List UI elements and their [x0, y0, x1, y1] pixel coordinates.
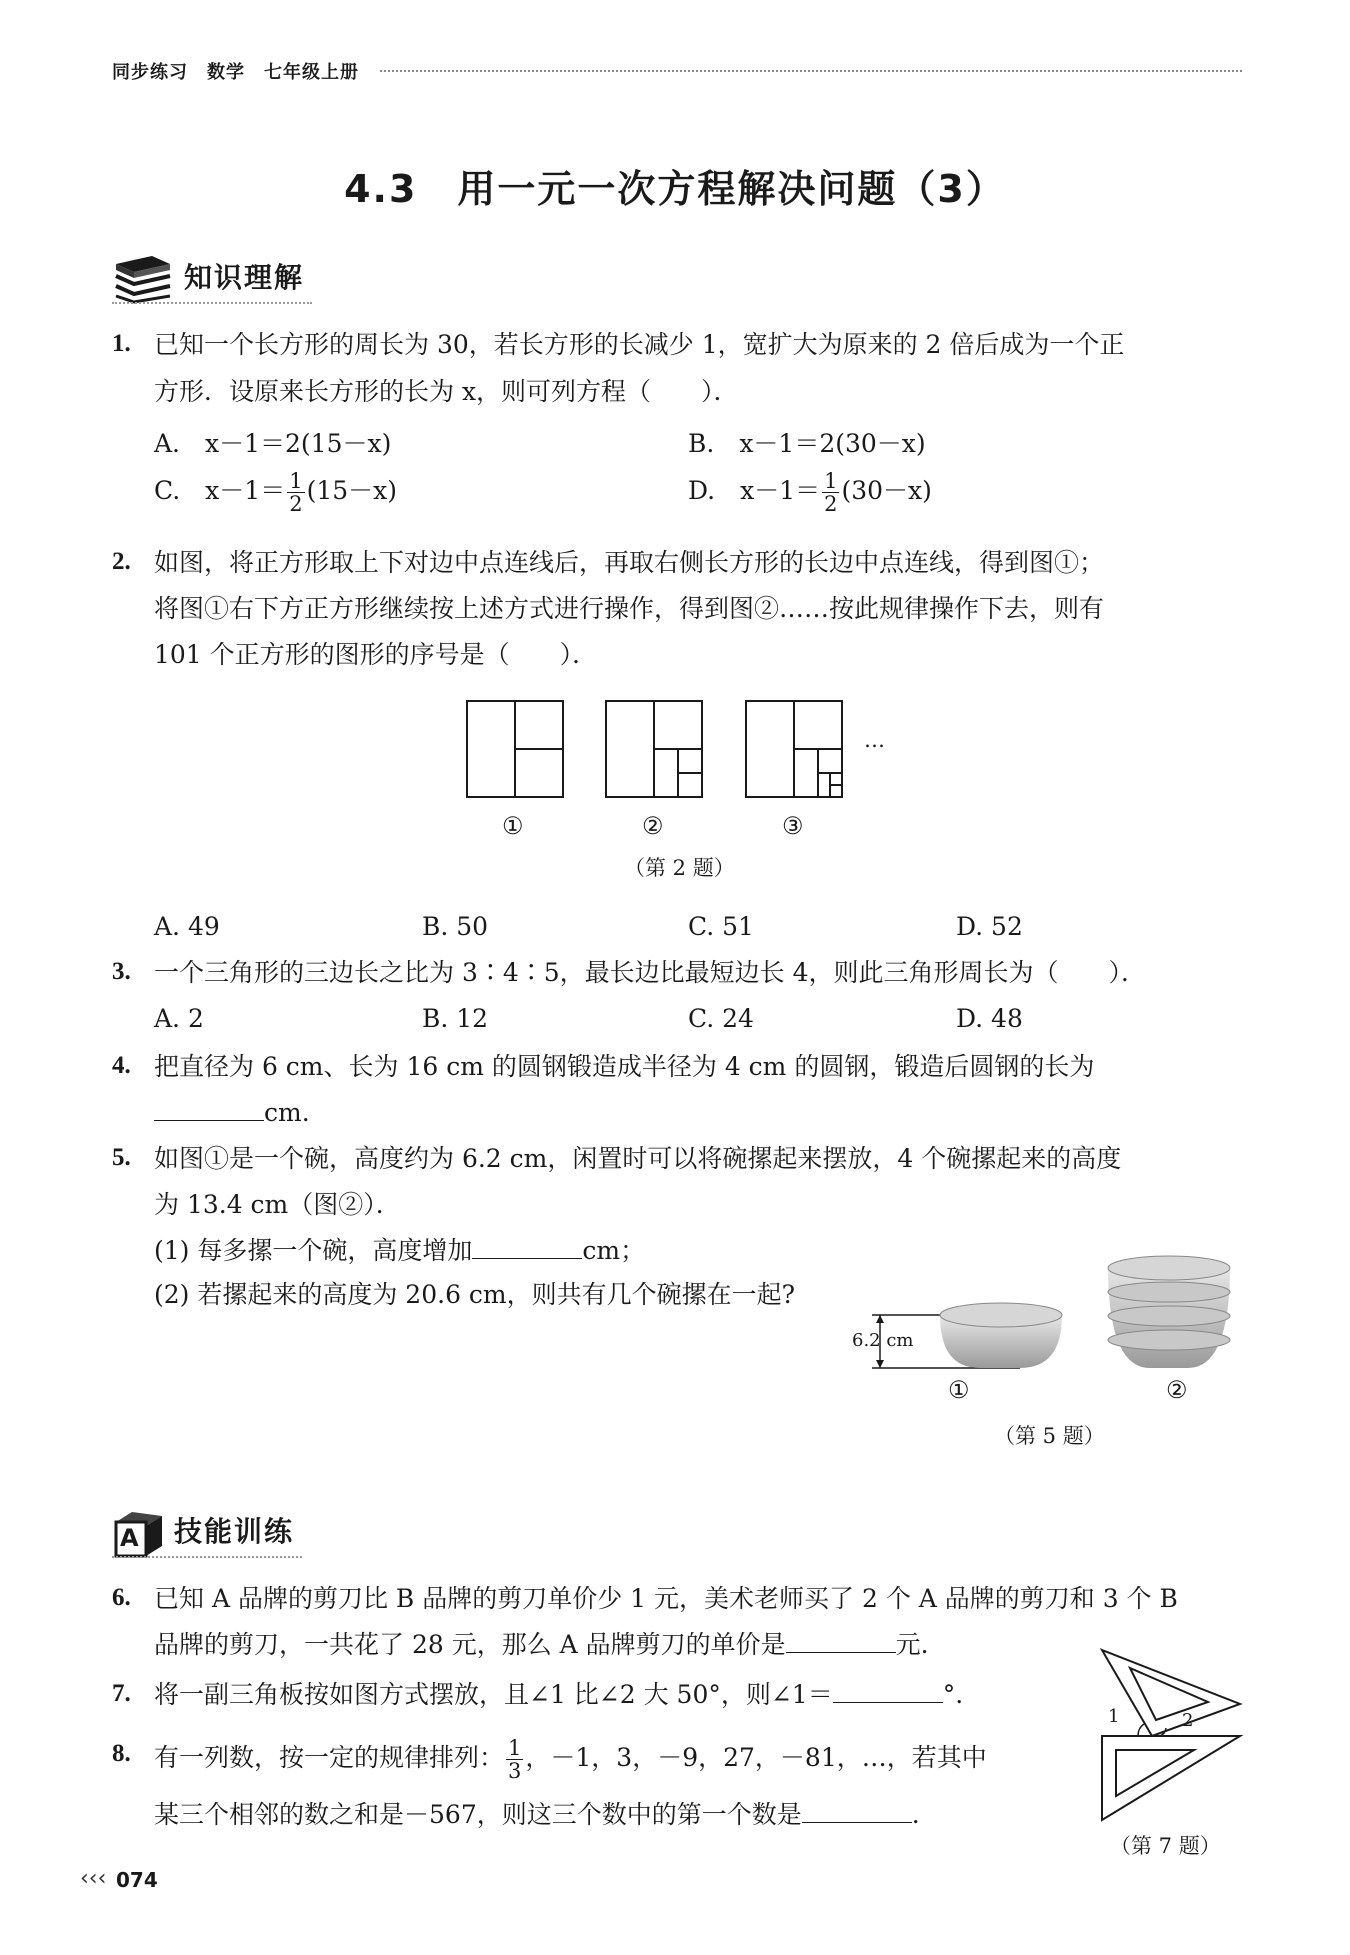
lower-set-square: [1102, 1736, 1240, 1820]
figure-caption: （第 7 题）: [1110, 1834, 1221, 1858]
question-text: 已知 A 品牌的剪刀比 B 品牌的剪刀单价少 1 元，美术老师买了 2 个 A 品牌的剪刀和 3 个 B: [154, 1584, 1178, 1613]
figure-caption: （第 2 题）: [624, 856, 735, 880]
page-number: 074: [116, 1868, 158, 1892]
question-number: 8.: [112, 1740, 131, 1767]
option-d: D. 52: [956, 912, 1023, 941]
sub-question-text: (1) 每多摞一个碗，高度增加: [154, 1236, 473, 1265]
answer-blank[interactable]: [833, 1678, 943, 1703]
set-square-figure: [1090, 1640, 1250, 1830]
question-text-part: 将一副三角板按如图方式摆放，且∠1 比∠2 大 50°，则∠1＝: [154, 1680, 833, 1709]
question-number: 6.: [112, 1584, 131, 1611]
answer-blank[interactable]: [786, 1628, 896, 1653]
option-d-suffix: (30－x): [841, 476, 932, 505]
question-text: [154, 1732, 987, 1784]
question-text: 为 13.4 cm（图②）．: [154, 1190, 401, 1219]
figure-1: [467, 701, 563, 797]
answer-blank[interactable]: [802, 1798, 912, 1823]
unit-text: cm.: [264, 1098, 310, 1127]
section-rule: [112, 302, 312, 304]
option-a: A. 2: [154, 1004, 204, 1033]
skills-icon: [112, 1510, 164, 1556]
question-text-part: 有一列数，按一定的规律排列：: [154, 1743, 505, 1772]
option-a: A. x－1＝2(15－x): [154, 429, 392, 458]
question-text: 把直径为 6 cm、长为 16 cm 的圆钢锻造成半径为 4 cm 的圆钢，锻造后圆钢的长为: [154, 1052, 1095, 1081]
books-icon: [112, 254, 174, 302]
question-number: 2.: [112, 548, 131, 575]
question-text: [154, 1672, 963, 1718]
fraction: $\frac{1}{2}$: [824, 469, 838, 516]
unit-text: °.: [942, 1680, 964, 1709]
skills-icon-letter: A: [120, 1524, 139, 1552]
question-number: 5.: [112, 1144, 131, 1171]
question-text-part: 某三个相邻的数之和是－567，则这三个数中的第一个数是: [154, 1800, 802, 1829]
question-text: [154, 1792, 920, 1838]
figure-label: ②: [642, 812, 664, 840]
option-c: C. 24: [688, 1004, 754, 1033]
page-title: 4.3 用一元一次方程解决问题（3）: [344, 167, 1006, 211]
angle-label-2: 2: [1182, 1710, 1194, 1731]
section-rule: [112, 1556, 302, 1558]
question-number: 7.: [112, 1680, 131, 1707]
angle-label-1: 1: [1108, 1706, 1120, 1727]
figure-2: [606, 701, 702, 797]
fraction: $\frac{1}{3}$: [508, 1736, 522, 1783]
question-text: 一个三角形的三边长之比为 3∶4∶5，最长边比最短边长 4，则此三角形周长为（ ）．: [154, 958, 1147, 987]
option-d-prefix: D. x－1＝: [688, 476, 821, 505]
question-text-part: 品牌的剪刀，一共花了 28 元，那么 A 品牌剪刀的单价是: [154, 1630, 786, 1659]
unit-text: cm；: [582, 1236, 646, 1265]
question-text: 101 个正方形的图形的序号是（ ）．: [154, 640, 598, 669]
answer-blank[interactable]: [472, 1234, 582, 1259]
unit-text: .: [911, 1800, 920, 1829]
option-b: B. x－1＝2(30－x): [688, 429, 926, 458]
figure-label: ①: [502, 812, 524, 840]
fraction: $\frac{1}{2}$: [289, 469, 303, 516]
question-number: 4.: [112, 1052, 131, 1079]
question-text: 已知一个长方形的周长为 30，若长方形的长减少 1，宽扩大为原来的 2 倍后成为一个正: [154, 330, 1125, 359]
question-number: 3.: [112, 958, 131, 985]
option-b: B. 50: [422, 912, 489, 941]
stacked-bowls: [1108, 1256, 1230, 1368]
option-d: [688, 470, 932, 515]
footer-arrows: ‹‹‹: [80, 1866, 107, 1891]
upper-set-square: [1102, 1650, 1240, 1736]
figure-3: [746, 701, 842, 797]
figure-label: ③: [782, 812, 804, 840]
option-c: [154, 470, 397, 515]
sub-question-1: [154, 1228, 645, 1274]
question-text: 将图①右下方正方形继续按上述方式进行操作，得到图②……按此规律操作下去，则有: [154, 594, 1105, 623]
section-title-knowledge: 知识理解: [184, 261, 305, 294]
question-number: 1.: [112, 330, 131, 357]
square-division-figures: [466, 700, 906, 790]
section-title-skills: 技能训练: [174, 1515, 295, 1548]
figure-label: ①: [948, 1376, 970, 1404]
question-text: 方形．设原来长方形的长为 x，则可列方程（ ）．: [154, 377, 739, 406]
question-text: 如图①是一个碗，高度约为 6.2 cm，闲置时可以将碗摞起来摆放，4 个碗摞起来的高度: [154, 1144, 1122, 1173]
height-label: 6.2 cm: [852, 1330, 914, 1351]
figure-caption: （第 5 题）: [994, 1424, 1105, 1448]
option-b: B. 12: [422, 1004, 489, 1033]
question-text-part: ，－1，3，－9，27，－81，…，若其中: [525, 1743, 987, 1772]
option-c: C. 51: [688, 912, 754, 941]
running-header: 同步练习 数学 七年级上册: [112, 62, 359, 83]
header-rule: [380, 70, 1242, 72]
figure-ellipsis: …: [864, 728, 885, 752]
option-c-prefix: C. x－1＝: [154, 476, 286, 505]
question-text: [154, 1622, 929, 1668]
answer-blank[interactable]: [154, 1096, 264, 1121]
unit-text: 元.: [895, 1630, 929, 1659]
single-bowl: [940, 1303, 1062, 1368]
question-text: 如图，将正方形取上下对边中点连线后，再取右侧长方形的长边中点连线，得到图①；: [154, 548, 1105, 577]
option-c-suffix: (15－x): [306, 476, 397, 505]
option-d: D. 48: [956, 1004, 1023, 1033]
figure-label: ②: [1166, 1376, 1188, 1404]
question-text: [154, 1090, 310, 1136]
sub-question-2: (2) 若摞起来的高度为 20.6 cm，则共有几个碗摞在一起?: [154, 1280, 796, 1309]
bowl-figures: [850, 1250, 1250, 1380]
option-a: A. 49: [154, 912, 220, 941]
